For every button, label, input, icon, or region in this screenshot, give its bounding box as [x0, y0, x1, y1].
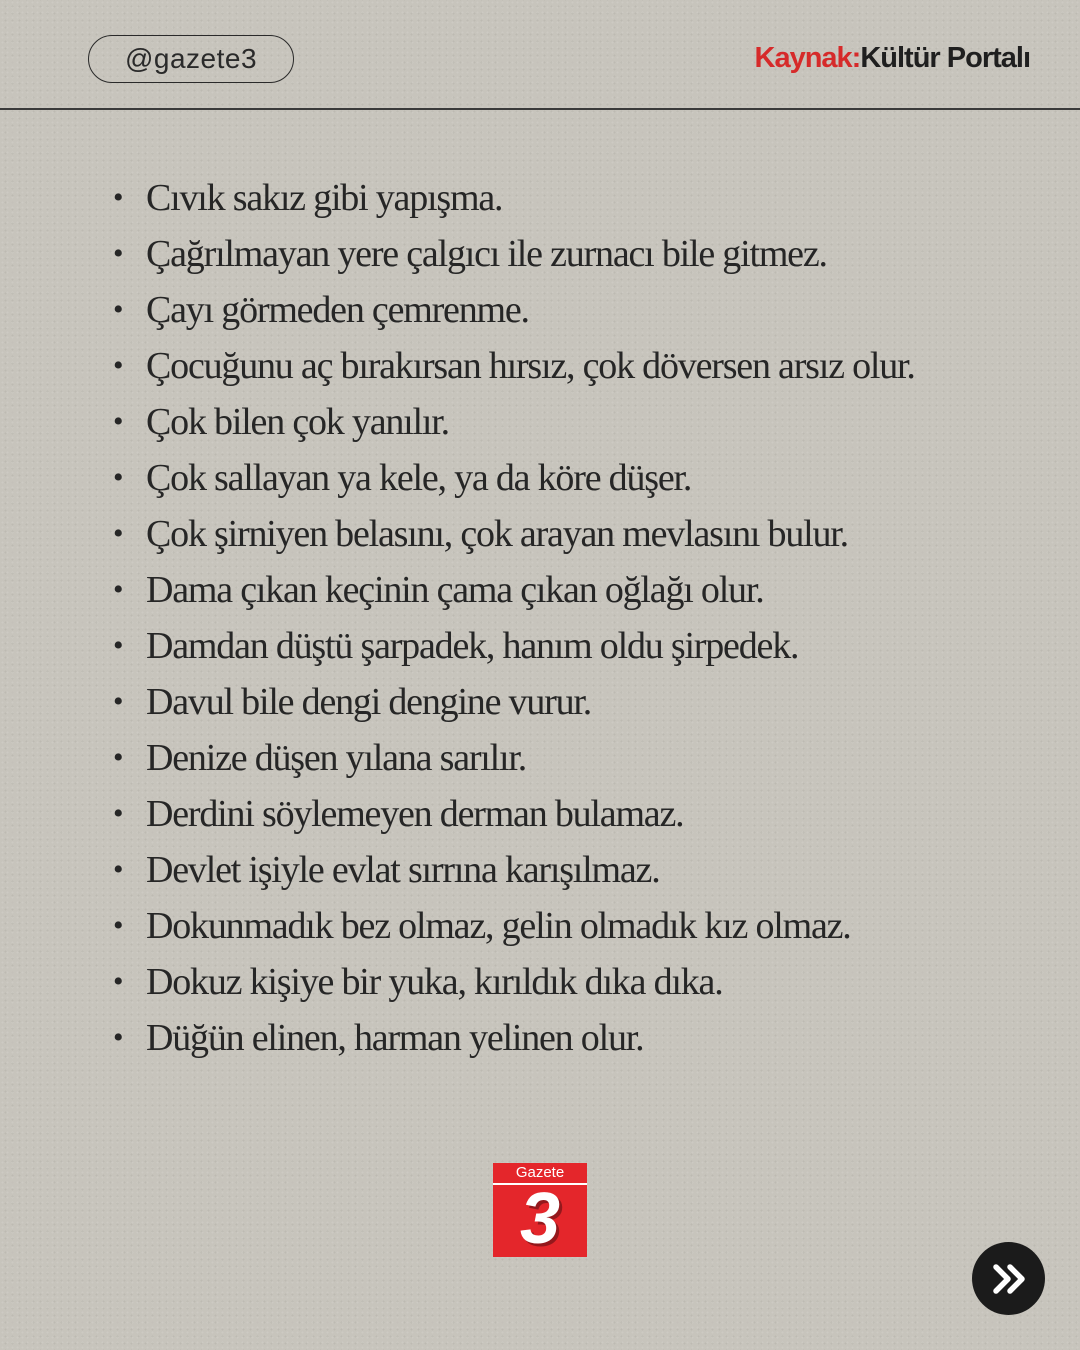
list-item [113, 674, 915, 730]
proverb-text: Devlet işiyle evlat sırrına karışılmaz. [146, 849, 660, 891]
list-item [113, 338, 915, 394]
account-handle: @gazete3 [124, 43, 258, 74]
list-item [113, 562, 915, 618]
proverb-text: Dokuz kişiye bir yuka, kırıldık dıka dıka. [146, 961, 723, 1003]
bullet-icon: • [113, 853, 123, 886]
proverb-text: Dama çıkan keçinin çama çıkan oğlağı olur. [146, 569, 764, 611]
bullet-icon: • [113, 965, 123, 998]
header-divider [0, 108, 1080, 110]
proverb-text: Çok bilen çok yanılır. [146, 401, 449, 443]
bullet-icon: • [113, 181, 123, 214]
bullet-icon: • [113, 797, 123, 830]
list-item [113, 954, 915, 1010]
bullet-icon: • [113, 1021, 123, 1054]
source-value: Kültür Portalı [860, 42, 1030, 74]
list-item [113, 898, 915, 954]
proverb-text: Denize düşen yılana sarılır. [146, 737, 527, 779]
proverb-text: Davul bile dengi dengine vurur. [146, 681, 592, 723]
double-chevron-right-icon [989, 1259, 1029, 1299]
source-credit [755, 42, 1031, 75]
bullet-icon: • [113, 237, 123, 270]
list-item [113, 730, 915, 786]
bullet-icon: • [113, 573, 123, 606]
list-item [113, 618, 915, 674]
bullet-icon: • [113, 461, 123, 494]
list-item [113, 450, 915, 506]
proverb-text: Düğün elinen, harman yelinen olur. [146, 1017, 644, 1059]
list-item [113, 226, 915, 282]
proverb-text: Çağrılmayan yere çalgıcı ile zurnacı bile gitmez. [146, 233, 827, 275]
list-item [113, 1010, 915, 1066]
bullet-icon: • [113, 909, 123, 942]
list-item [113, 506, 915, 562]
logo-wordmark: Gazete [515, 1164, 565, 1181]
proverb-text: Çok şirniyen belasını, çok arayan mevlasını bulur. [146, 513, 848, 555]
source-label: Kaynak: [754, 42, 861, 74]
list-item [113, 282, 915, 338]
proverb-text: Cıvık sakız gibi yapışma. [146, 177, 503, 219]
proverb-text: Çocuğunu aç bırakırsan hırsız, çok döversen arsız olur. [146, 345, 915, 387]
bullet-icon: • [113, 405, 123, 438]
bullet-icon: • [113, 741, 123, 774]
proverb-text: Derdini söylemeyen derman bulamaz. [146, 793, 684, 835]
proverb-text: Damdan düştü şarpadek, hanım oldu şirpedek. [146, 625, 799, 667]
list-item [113, 786, 915, 842]
proverb-list [113, 170, 915, 1066]
proverb-text: Çok sallayan ya kele, ya da köre düşer. [146, 457, 692, 499]
bullet-icon: • [113, 685, 123, 718]
bullet-icon: • [113, 349, 123, 382]
list-item [113, 394, 915, 450]
next-slide-button[interactable] [972, 1242, 1045, 1315]
list-item [113, 842, 915, 898]
bullet-icon: • [113, 517, 123, 550]
proverb-text: Çayı görmeden çemrenme. [146, 289, 529, 331]
bullet-icon: • [113, 629, 123, 662]
account-handle-badge[interactable] [88, 35, 294, 83]
logo-number: 3 [519, 1179, 561, 1257]
proverb-text: Dokunmadık bez olmaz, gelin olmadık kız olmaz. [146, 905, 851, 947]
list-item [113, 170, 915, 226]
gazete3-logo [493, 1163, 587, 1257]
bullet-icon: • [113, 293, 123, 326]
